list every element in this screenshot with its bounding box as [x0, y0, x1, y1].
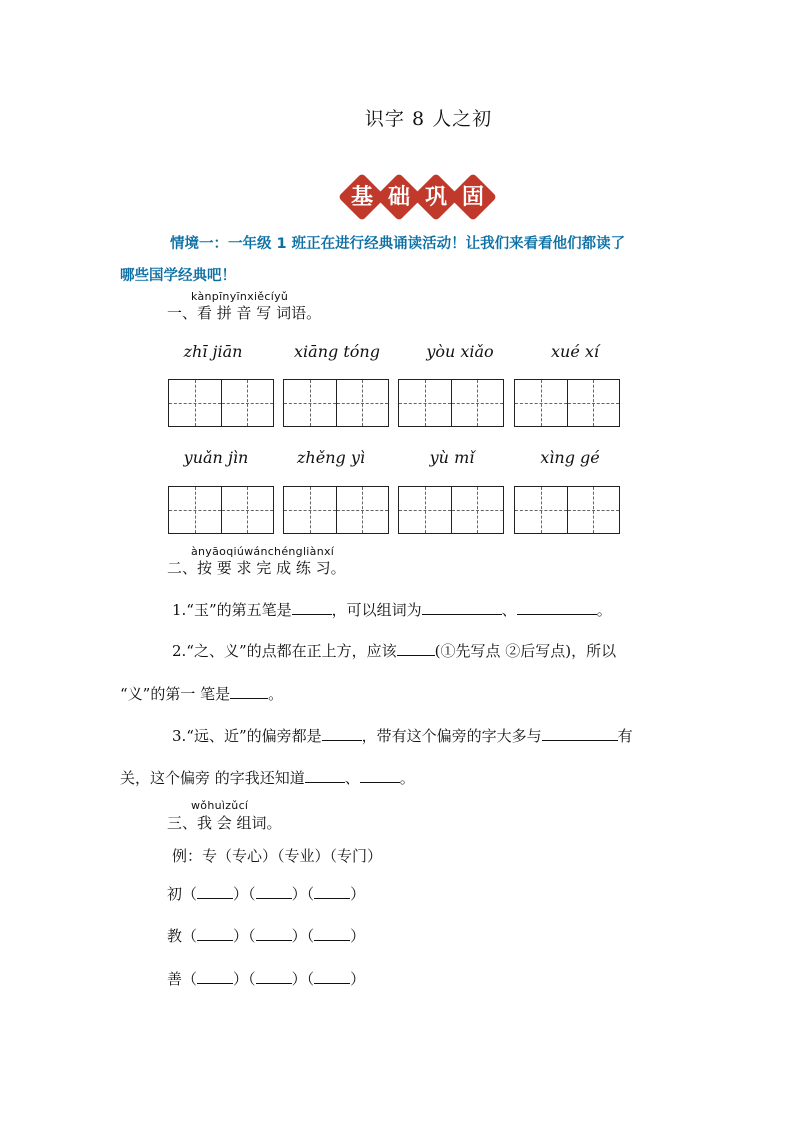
answer-blank[interactable] — [422, 598, 502, 615]
answer-blank[interactable] — [256, 967, 292, 984]
section1-pinyin: kànpīnyīnxiěcíyǔ — [191, 290, 289, 303]
page-title: 识字 8 人之初 — [364, 108, 493, 130]
section-badge — [345, 180, 493, 214]
pinyin-6: zhěng yì — [297, 448, 365, 467]
badge-char-4: 固 — [449, 173, 497, 221]
section1-heading: 一、看 拼 音 写 词语。 — [167, 304, 322, 322]
question-3: 3.“远、近”的偏旁都是 ，带有这个偏旁的字大多与 有 — [172, 724, 633, 746]
badge-char-2: 础 — [375, 173, 423, 221]
answer-blank[interactable] — [322, 724, 362, 741]
writing-grid[interactable] — [283, 486, 389, 534]
answer-blank[interactable] — [542, 724, 618, 741]
scenario-text — [120, 228, 680, 292]
writing-grid[interactable] — [514, 486, 620, 534]
question-1: 1.“玉”的第五笔是 ，可以组词为 、 。 — [172, 598, 612, 620]
writing-grid[interactable] — [514, 379, 620, 427]
badge-char-1: 基 — [338, 173, 386, 221]
writing-grid[interactable] — [168, 379, 274, 427]
question-3-cont: 关，这个偏旁 的字我还知道 、 。 — [120, 766, 415, 788]
answer-blank[interactable] — [314, 924, 350, 941]
question-2: 2.“之、义”的点都在正上方，应该 (①先写点 ②后写点)，所以 — [172, 639, 616, 661]
question-2-cont: “义”的第一 笔是 。 — [120, 682, 283, 704]
section2-pinyin: ànyāoqiúwánchéngliànxí — [191, 545, 335, 558]
answer-blank[interactable] — [256, 924, 292, 941]
writing-grid[interactable] — [398, 486, 504, 534]
section3-pinyin: wǒhuìzǔcí — [191, 799, 249, 812]
scenario-line-1: 情境一：一年级 1 班正在进行经典诵读活动！让我们来看看他们都读了 — [170, 236, 626, 252]
answer-blank[interactable] — [314, 967, 350, 984]
answer-blank[interactable] — [305, 766, 345, 783]
answer-blank[interactable] — [197, 882, 233, 899]
pinyin-1: zhī jiān — [183, 342, 243, 361]
answer-blank[interactable] — [292, 598, 332, 615]
writing-grid[interactable] — [398, 379, 504, 427]
word-row: 善（ ）（ ）（ ） — [167, 967, 365, 989]
answer-blank[interactable] — [230, 682, 268, 699]
word-row: 初（ ）（ ）（ ） — [167, 882, 365, 904]
pinyin-8: xìng gé — [540, 448, 600, 467]
scenario-line-2: 哪些国学经典吧！ — [120, 268, 236, 284]
badge-char-3: 巩 — [412, 173, 460, 221]
pinyin-2: xiāng tóng — [294, 342, 380, 361]
pinyin-5: yuǎn jìn — [183, 448, 249, 467]
answer-blank[interactable] — [517, 598, 597, 615]
answer-blank[interactable] — [397, 639, 435, 656]
section3-heading: 三、我 会 组词。 — [167, 814, 282, 832]
answer-blank[interactable] — [197, 967, 233, 984]
word-row: 教（ ）（ ）（ ） — [167, 924, 365, 946]
pinyin-7: yù mǐ — [429, 448, 475, 467]
answer-blank[interactable] — [197, 924, 233, 941]
section2-heading: 二、按 要 求 完 成 练 习。 — [167, 559, 346, 577]
answer-blank[interactable] — [314, 882, 350, 899]
answer-blank[interactable] — [256, 882, 292, 899]
writing-grid[interactable] — [283, 379, 389, 427]
answer-blank[interactable] — [360, 766, 400, 783]
writing-grid[interactable] — [168, 486, 274, 534]
pinyin-4: xué xí — [550, 342, 600, 361]
pinyin-3: yòu xiǎo — [426, 342, 494, 361]
example-line: 例：专（专心）（专业）（专门） — [172, 847, 383, 865]
